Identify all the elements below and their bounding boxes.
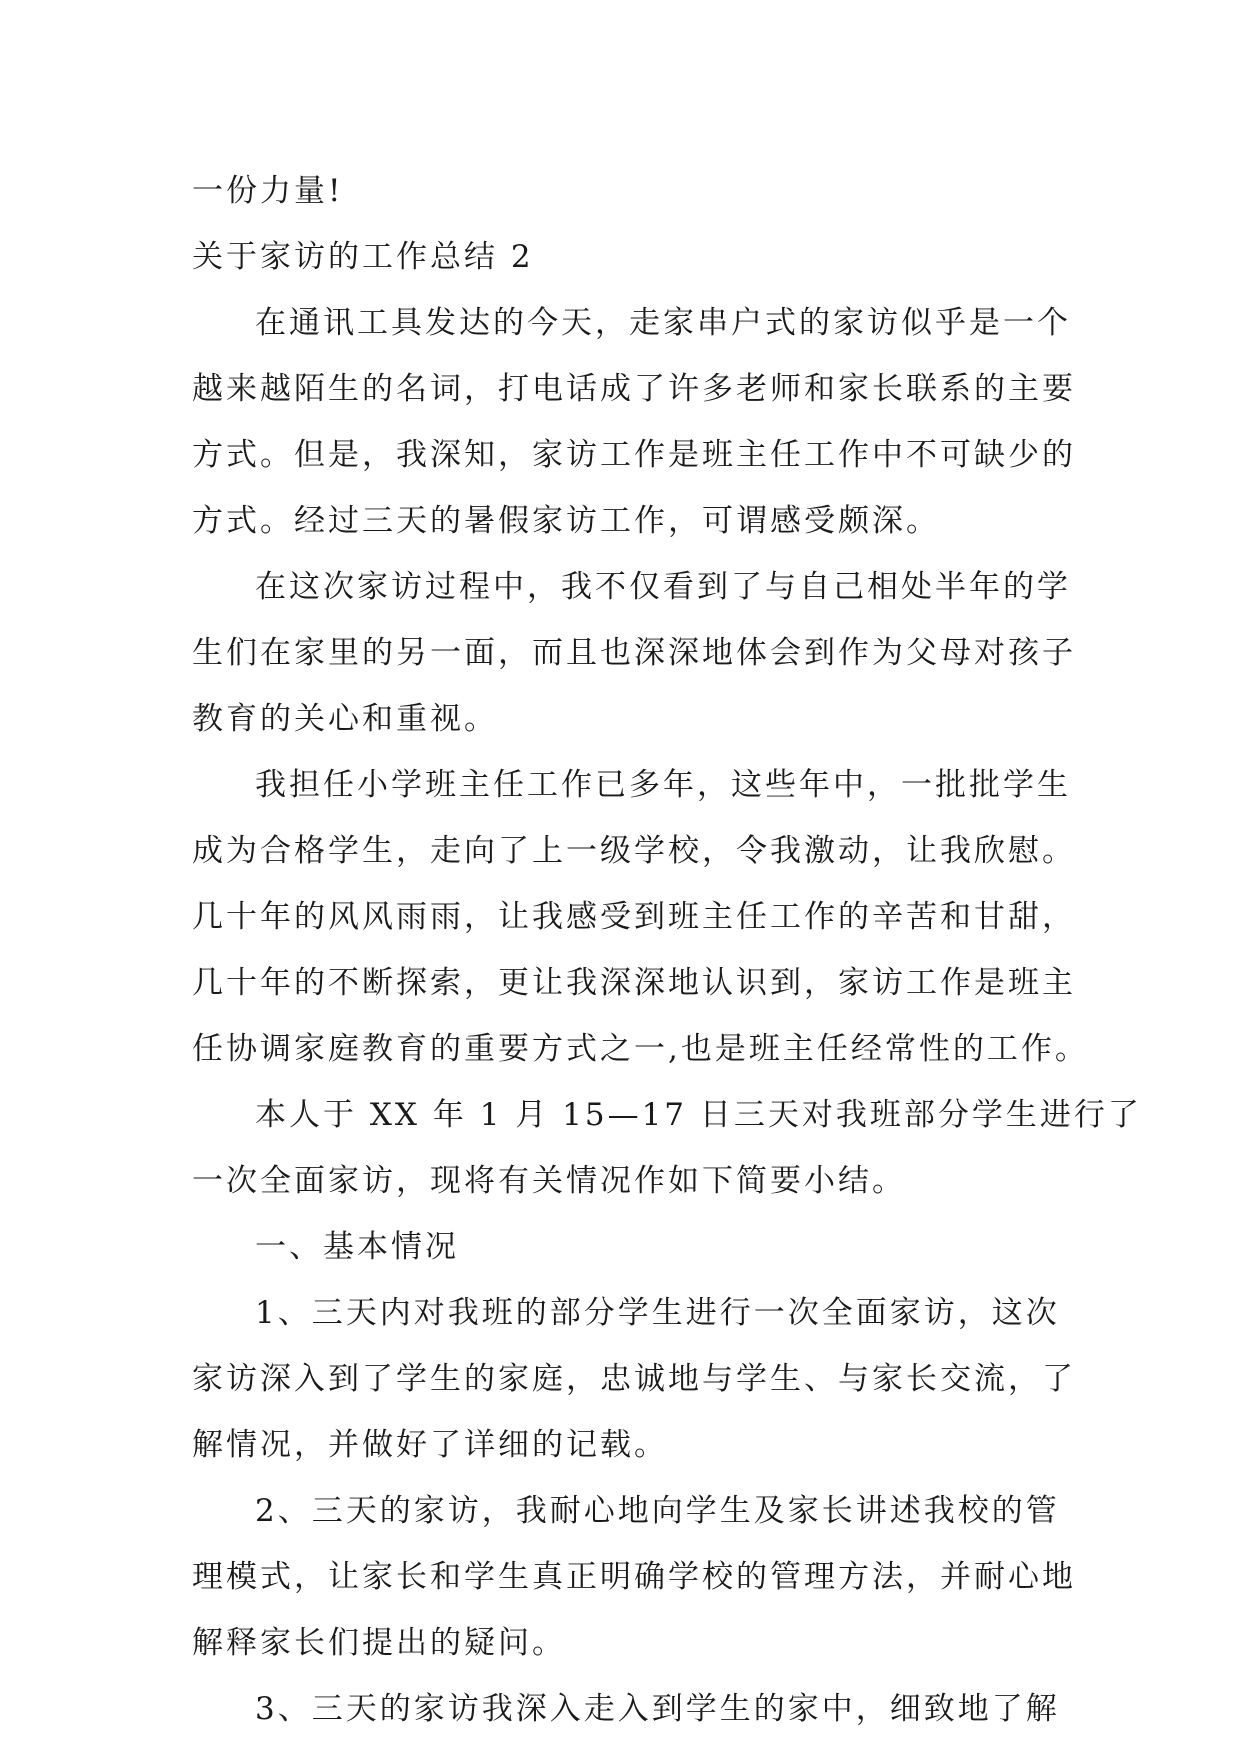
text-line: 家访深入到了学生的家庭，忠诚地与学生、与家长交流，了 — [192, 1361, 1076, 1397]
text-line: 教育的关心和重视。 — [192, 701, 498, 737]
section-heading: 一、基本情况 — [255, 1229, 459, 1265]
text-line: 1、三天内对我班的部分学生进行一次全面家访，这次 — [255, 1295, 1060, 1331]
text-line: 一次全面家访，现将有关情况作如下简要小结。 — [192, 1163, 906, 1199]
text-line: 越来越陌生的名词，打电话成了许多老师和家长联系的主要 — [192, 371, 1076, 407]
text-line: 方式。但是，我深知，家访工作是班主任工作中不可缺少的 — [192, 437, 1076, 473]
text-line: 理模式，让家长和学生真正明确学校的管理方法，并耐心地 — [192, 1559, 1076, 1595]
text-line: 一份力量! — [192, 173, 344, 209]
text-line: 任协调家庭教育的重要方式之一,也是班主任经常性的工作。 — [192, 1031, 1089, 1067]
text-line: 成为合格学生，走向了上一级学校，令我激动，让我欣慰。 — [192, 833, 1076, 869]
text-line: 2、三天的家访，我耐心地向学生及家长讲述我校的管 — [255, 1493, 1060, 1529]
text-line: 几十年的风风雨雨，让我感受到班主任工作的辛苦和甘甜， — [192, 899, 1076, 935]
text-line: 我担任小学班主任工作已多年，这些年中，一批批学生 — [255, 767, 1071, 803]
text-line: 在通讯工具发达的今天，走家串户式的家访似乎是一个 — [255, 305, 1071, 341]
document-body — [192, 158, 1142, 1742]
text-line: 本人于 XX 年 1 月 15—17 日三天对我班部分学生进行了 — [255, 1097, 1142, 1133]
text-line: 生们在家里的另一面，而且也深深地体会到作为父母对孩子 — [192, 635, 1076, 671]
text-line: 方式。经过三天的暑假家访工作，可谓感受颇深。 — [192, 503, 940, 539]
text-line: 3、三天的家访我深入走入到学生的家中，细致地了解 — [255, 1691, 1060, 1727]
section-title: 关于家访的工作总结 2 — [192, 239, 534, 275]
text-line: 解情况，并做好了详细的记载。 — [192, 1427, 668, 1463]
text-line: 解释家长们提出的疑问。 — [192, 1625, 566, 1661]
text-line: 几十年的不断探索，更让我深深地认识到，家访工作是班主 — [192, 965, 1076, 1001]
text-line: 在这次家访过程中，我不仅看到了与自己相处半年的学 — [255, 569, 1071, 605]
